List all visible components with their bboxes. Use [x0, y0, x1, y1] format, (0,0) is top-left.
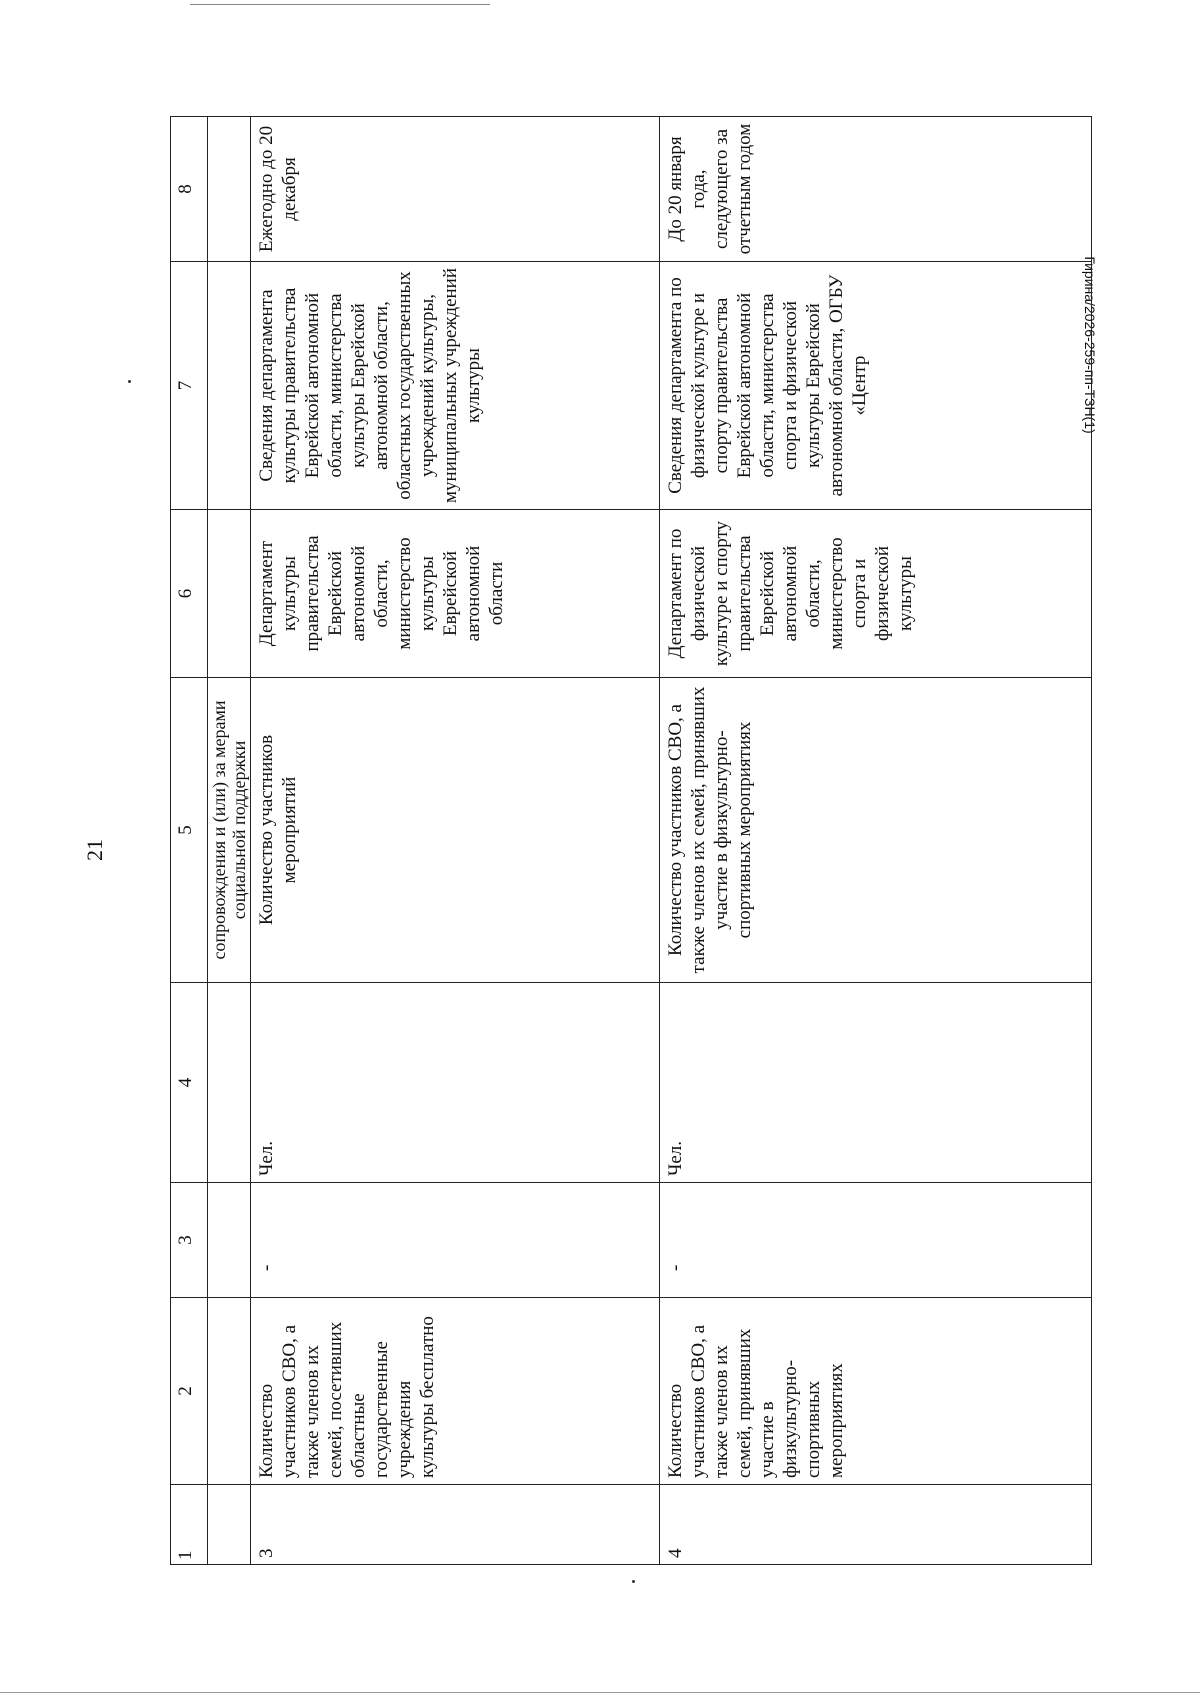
header-cell: 3 — [171, 1183, 208, 1298]
header-cell: 6 — [171, 510, 208, 678]
continuation-cell — [208, 983, 251, 1183]
header-row — [171, 117, 208, 1565]
unit: Чел. — [660, 983, 1092, 1183]
header-cell: 7 — [171, 262, 208, 510]
base-value: - — [660, 1183, 1092, 1298]
header-cell: 2 — [171, 1298, 208, 1485]
indicator-name: Количество участников СВО, а также членов их семей, посетивших областные государственные учреждения культуры бесплатно — [251, 1298, 660, 1485]
header-cell: 1 — [171, 1485, 208, 1565]
data-source: Сведения департамента по физической культуре и спорту правительства Еврейской автономной области, министерства спорта и физической культуры Еврейской автономной области, ОГБУ «Центр — [660, 262, 1092, 510]
row-number: 4 — [660, 1485, 1092, 1565]
rotated-table-wrapper — [170, 117, 1092, 1565]
table-row — [251, 117, 660, 1565]
continuation-cell — [208, 117, 251, 262]
page-number: 21 — [82, 839, 107, 861]
continuation-cell — [208, 1298, 251, 1485]
header-cell: 5 — [171, 678, 208, 983]
calculation-method: Количество участников мероприятий — [251, 678, 660, 983]
scan-artifact-bottom — [0, 1692, 1200, 1693]
unit: Чел. — [251, 983, 660, 1183]
continuation-cell — [208, 510, 251, 678]
responsible: Департамент по физической культуре и спорту правительства Еврейской автономной области, министерство спорта и физической культуры — [660, 510, 1092, 678]
data-source: Сведения департамента культуры правительства Еврейской автономной области, министерства культуры Еврейской автономной области, областных государственных учреждений культуры, муниципальных учреждений культуры — [251, 262, 660, 510]
scan-speck — [128, 380, 131, 383]
header-cell: 4 — [171, 983, 208, 1183]
calculation-method: Количество участников СВО, а также членов их семей, принявших участие в физкультурно-спортивных мероприятиях — [660, 678, 1092, 983]
continuation-row — [208, 117, 251, 1565]
responsible: Департамент культуры правительства Еврейской автономной области, министерство культуры Еврейской автономной области — [251, 510, 660, 678]
continuation-cell — [208, 262, 251, 510]
document-id: Гирина/2026-259-пп-ТЗН(1) — [1082, 256, 1098, 434]
base-value: - — [251, 1183, 660, 1298]
continuation-cell — [208, 1183, 251, 1298]
continuation-text: сопровождения и (или) за мерами социальной поддержки — [208, 678, 251, 983]
continuation-cell — [208, 1485, 251, 1565]
scan-speck — [632, 1580, 635, 1583]
row-number: 3 — [251, 1485, 660, 1565]
deadline: Ежегодно до 20 декабря — [251, 117, 660, 262]
deadline: До 20 января года, следующего за отчетным годом — [660, 117, 1092, 262]
table-row — [660, 117, 1092, 1565]
header-cell: 8 — [171, 117, 208, 262]
indicators-table — [170, 116, 1092, 1565]
indicator-name: Количество участников СВО, а также членов их семей, принявших участие в физкультурно-спортивных мероприятиях — [660, 1298, 1092, 1485]
scan-artifact-top — [190, 4, 490, 5]
